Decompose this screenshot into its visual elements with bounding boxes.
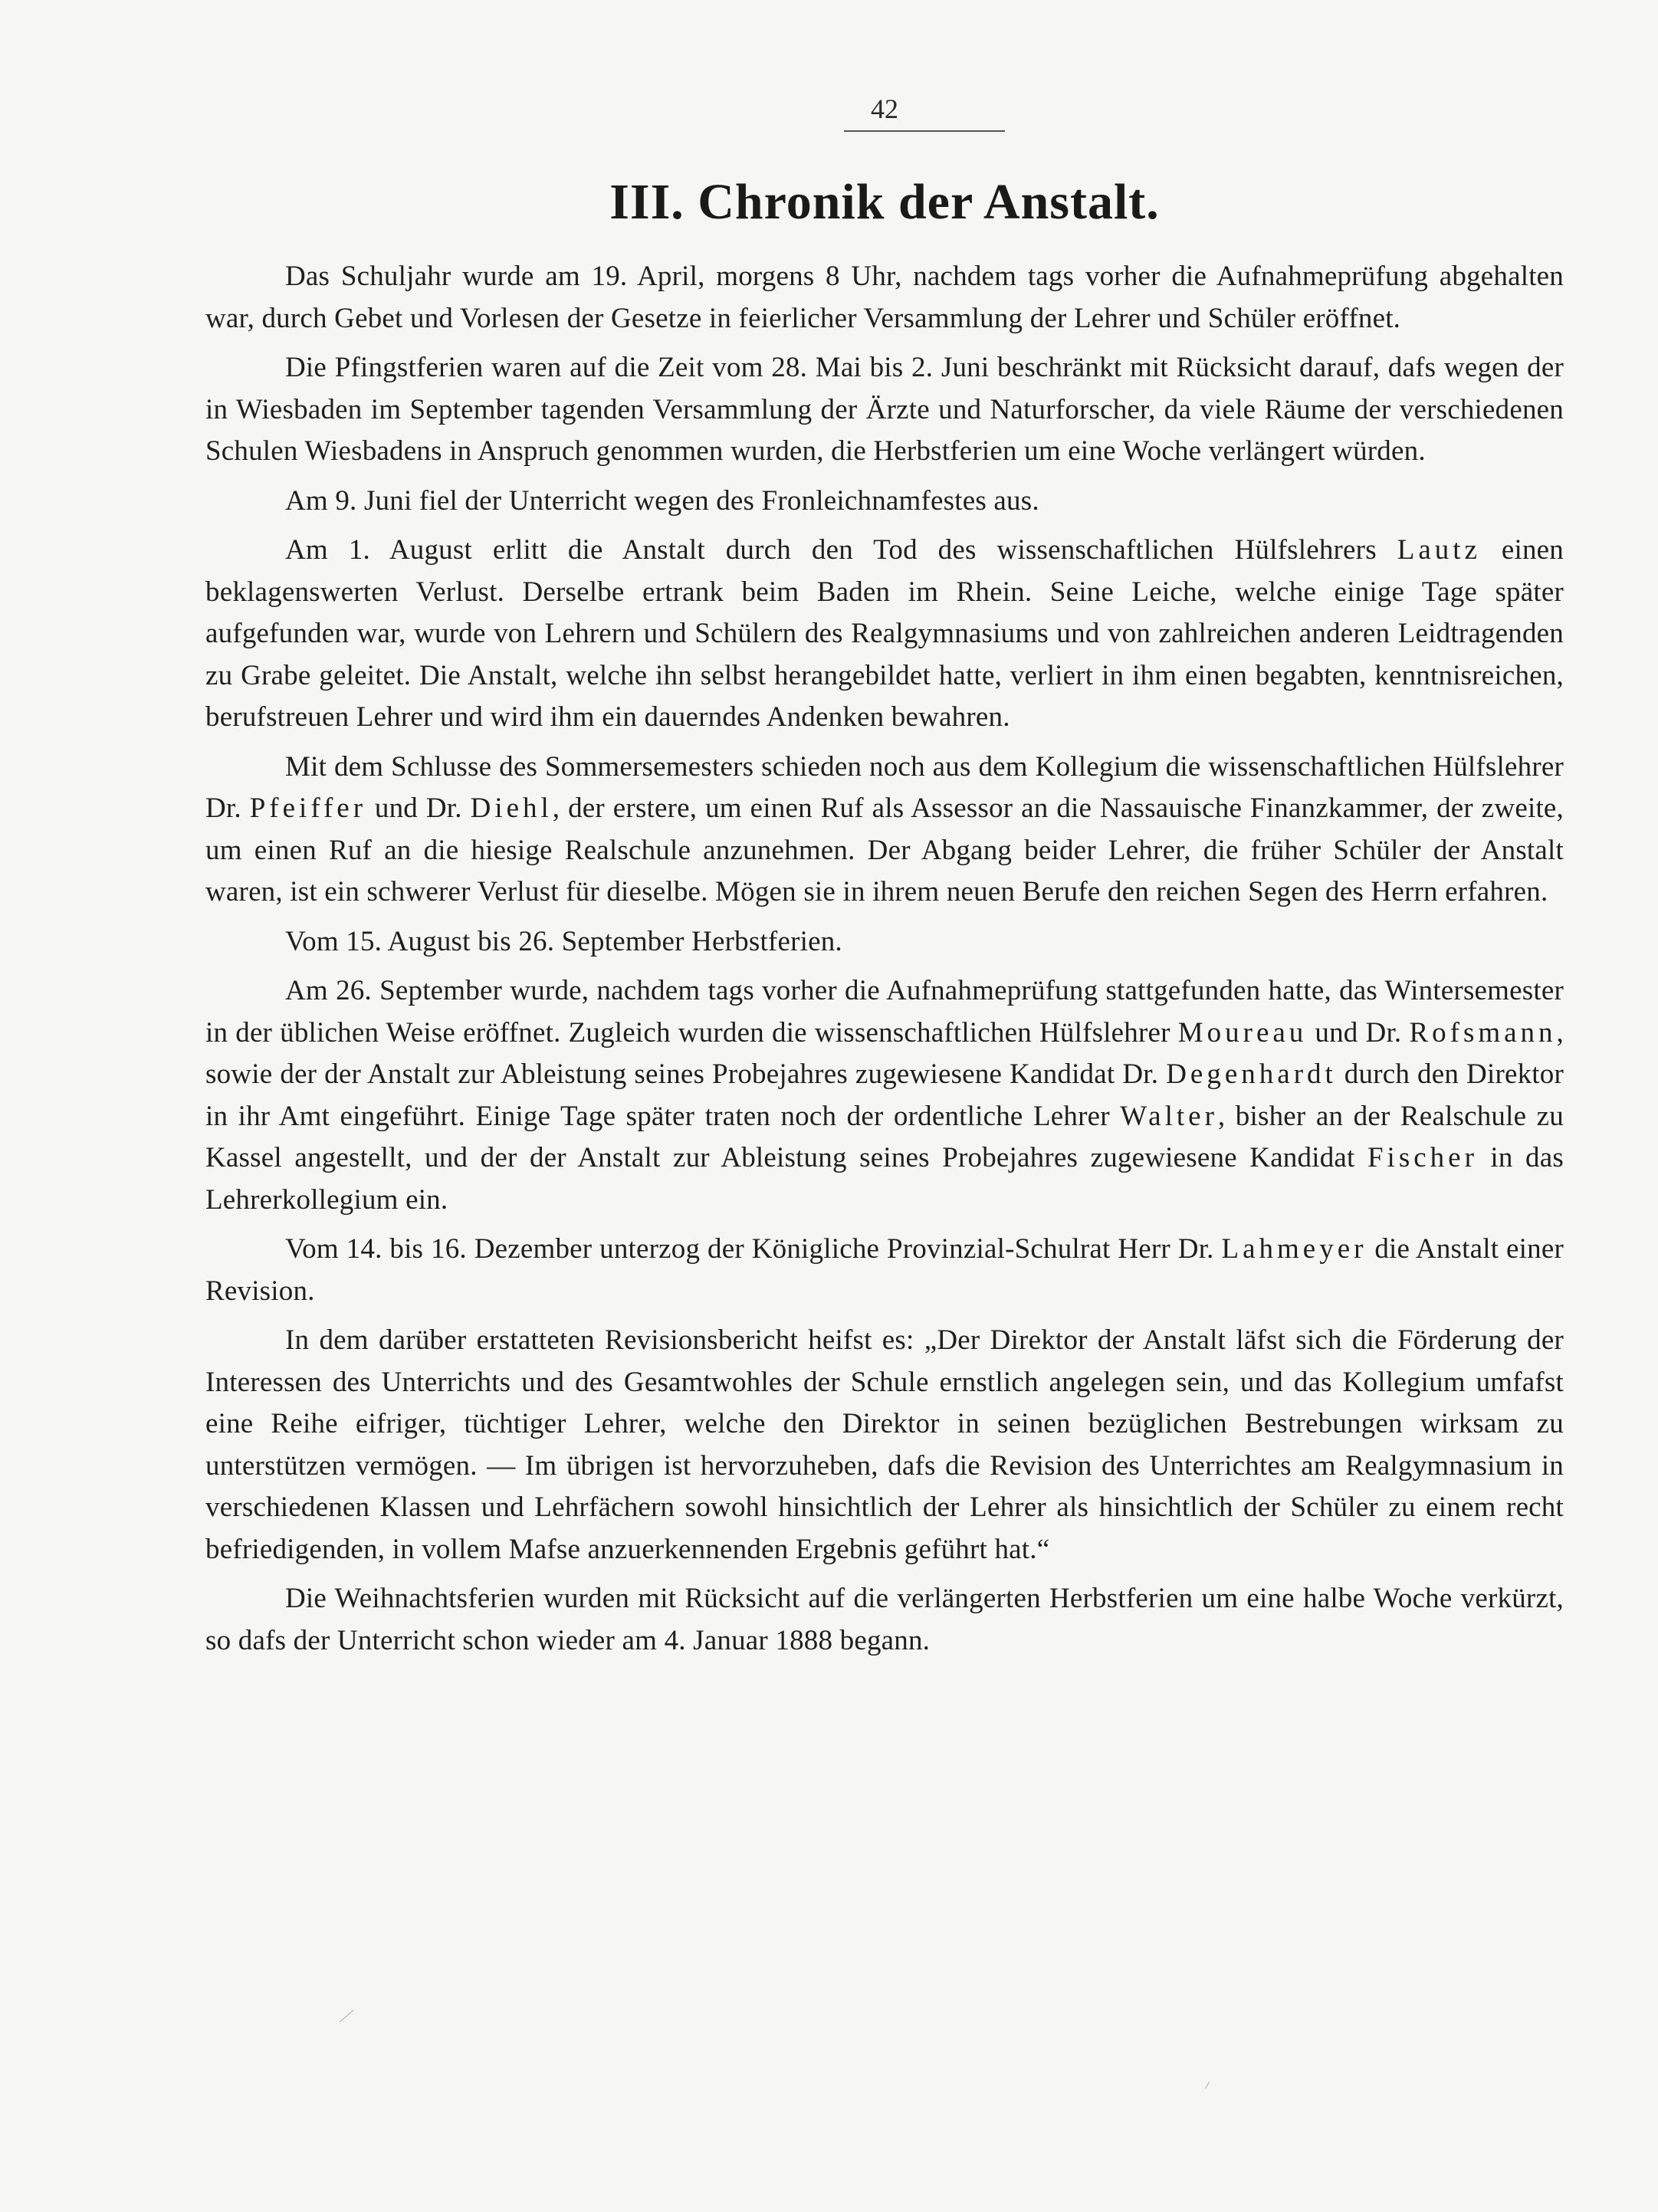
paragraph-christmas-holidays [205, 1578, 1564, 1662]
paragraph-whitsun-holidays [205, 347, 1564, 473]
paragraph-text: einen beklagenswerten Verlust. Derselbe ertrank beim Baden im Rhein. Seine Leiche, welche einige Tage später aufgefunden war, wurde von Lehrern und Schülern des Realgymnasiums und von zahlreichen anderen Leidtragenden zu Grabe geleitet. Die Anstalt, welche ihn selbst herangebildet hatte, verliert in ihm einen begabten, kenntnisreichen, berufstreuen Lehrer und wird ihm ein dauerndes Andenken bewahren. [205, 534, 1564, 733]
name-rofsmann: Rofsmann [1409, 1016, 1557, 1049]
paragraph-corpus-christi [205, 481, 1564, 523]
paper-speck [339, 2010, 353, 2022]
paragraph-text: Vom 14. bis 16. Dezember unterzog der Königliche Provinzial-Schulrat Herr Dr. [285, 1233, 1222, 1265]
document-page [205, 92, 1564, 1669]
name-diehl: Diehl [470, 793, 553, 824]
paragraph-text: , sowie der der Anstalt zur Ableistung seines Probejahres zugewiesene Kandidat Dr. [205, 1016, 1564, 1090]
paragraph-text: , der erstere, um einen Ruf als Assessor an die Nassauische Finanzkammer, der zweite, um einen Ruf an die hiesige Realschule anzunehmen. Der Abgang beider Lehrer, die früher Schüler der Anstalt waren, ist ein schwerer Verlust für dieselbe. Mögen sie in ihrem neuen Berufe den reichen Segen des Herrn erfahren. [205, 793, 1564, 907]
paragraph-text: In dem darüber erstatteten Revisionsbericht heifst es: „Der Direktor der Anstalt läfst sich die Förderung der Interessen des Unterrichts und des Gesamtwohles der Schule ernstlich angelegen sein, und das Kollegium umfafst eine Reihe eifriger, tüchtiger Lehrer, welche den Direktor in seinen bezüglichen Bestrebungen wirksam zu unterstützen vermögen. — Im übrigen ist hervorzuheben, dafs die Revision des Unterrichtes am Realgymnasium in verschiedenen Klassen und Lehrfächern sowohl hinsichtlich der Lehrer als hinsichtlich der Schüler zu einem recht befriedigenden, in vollem Mafse anzuerkennenden Ergebnis geführt hat.“ [205, 1324, 1564, 1565]
page-number: 42 [871, 94, 898, 124]
name-pfeiffer: Pfeiffer [249, 793, 367, 824]
paragraph-text: in das Lehrerkollegium ein. [205, 1142, 1564, 1216]
name-walter: Walter [1120, 1100, 1218, 1132]
paragraph-winter-semester [205, 970, 1564, 1221]
paragraph-text: Am 26. September wurde, nachdem tags vorher die Aufnahmeprüfung stattgefunden hatte, das Wintersemester in der üblichen Weise eröffnet. Zugleich wurden die wissenschaftlichen Hülfslehrer [205, 975, 1564, 1049]
paragraph-text: , bisher an der Realschule zu Kassel angestellt, und der der Anstalt zur Ableistung seines Probejahres zugewiesene Kandidat [205, 1100, 1564, 1173]
paragraph-departures [205, 747, 1564, 914]
paragraph-text: Die Weihnachtsferien wurden mit Rücksicht auf die verlängerten Herbstferien um eine halbe Woche verkürzt, so dafs der Unterricht schon wieder am 4. Januar 1888 begann. [205, 1583, 1564, 1656]
paper-speck [1205, 2082, 1210, 2089]
paragraph-school-year-opening [205, 256, 1564, 340]
paragraph-revision [205, 1229, 1564, 1312]
chapter-title: III. Chronik der Anstalt. [609, 174, 1160, 230]
paragraph-text: Am 9. Juni fiel der Unterricht wegen des Fronleichnamfestes aus. [285, 484, 1039, 517]
paragraph-revision-report [205, 1320, 1564, 1570]
paragraph-text: und Dr. [366, 793, 471, 824]
paragraph-text: die Anstalt einer Revision. [205, 1233, 1564, 1307]
paragraph-text: und Dr. [1307, 1016, 1410, 1049]
name-fischer: Fischer [1367, 1142, 1478, 1173]
name-lautz: Lautz [1397, 534, 1481, 566]
paragraph-text: durch den Direktor in ihr Amt eingeführt. Einige Tage später traten noch der ordentliche Lehrer [205, 1058, 1564, 1132]
name-degenhardt: Degenhardt [1166, 1058, 1337, 1090]
paragraph-text: Die Pfingstferien waren auf die Zeit vom 28. Mai bis 2. Juni beschränkt mit Rücksicht darauf, dafs wegen der in Wiesbaden im September tagenden Versammlung der Ärzte und Naturforscher, da viele Räume der verschiedenen Schulen Wiesbadens in Anspruch genommen wurden, die Herbstferien um eine Woche verlängert würden. [205, 352, 1564, 467]
paragraph-text: Am 1. August erlitt die Anstalt durch den Tod des wissenschaftlichen Hülfslehrers [285, 534, 1397, 566]
paragraph-text: Vom 15. August bis 26. September Herbstferien. [285, 925, 842, 957]
page-number-rule [844, 130, 1005, 132]
name-moureau: Moureau [1177, 1016, 1308, 1049]
name-lahmeyer: Lahmeyer [1221, 1233, 1367, 1265]
paragraph-autumn-holidays [205, 921, 1564, 963]
paragraph-text: Das Schuljahr wurde am 19. April, morgens 8 Uhr, nachdem tags vorher die Aufnahmeprüfung abgehalten war, durch Gebet und Vorlesen der Gesetze in feierlicher Versammlung der Lehrer und Schüler eröffnet. [205, 261, 1564, 334]
paragraph-death-of-lautz [205, 530, 1564, 739]
paragraph-text: Mit dem Schlusse des Sommersemesters schieden noch aus dem Kollegium die wissenschaftlichen Hülfslehrer Dr. [205, 750, 1564, 824]
